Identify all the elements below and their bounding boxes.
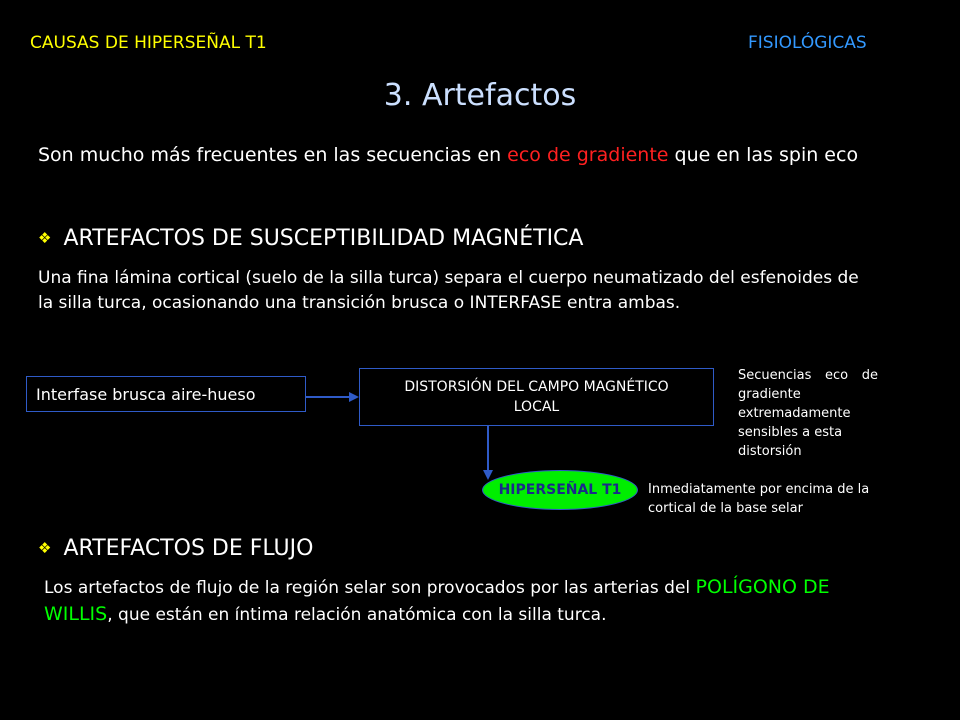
section2-line1-text: Los artefactos de flujo de la región selar son provocados por las arterias del bbox=[44, 578, 696, 598]
sequences-note-line4: sensibles a esta bbox=[738, 425, 843, 440]
distortion-box-line1: DISTORSIÓN DEL CAMPO MAGNÉTICO bbox=[404, 379, 669, 395]
interface-box-label: Interfase brusca aire-hueso bbox=[36, 384, 256, 404]
intro-text-after: que en las spin eco bbox=[668, 144, 859, 166]
location-note-line1: Inmediatamente por encima de la bbox=[648, 482, 870, 497]
location-note-line2: cortical de la base selar bbox=[648, 501, 803, 516]
section1-line2: la silla turca, ocasionando una transición brusca o INTERFASE entra ambas. bbox=[38, 293, 681, 313]
sequences-note bbox=[738, 366, 878, 461]
intro-highlight: eco de gradiente bbox=[507, 144, 669, 166]
distortion-box-line2: LOCAL bbox=[513, 399, 560, 415]
section2-heading bbox=[38, 536, 313, 561]
section2-heading-text: ARTEFACTOS DE FLUJO bbox=[63, 536, 314, 561]
section1-line1: Una fina lámina cortical (suelo de la silla turca) separa el cuerpo neumatizado del esfenoides de bbox=[38, 268, 859, 288]
section2-line2 bbox=[44, 601, 944, 628]
section2-paragraph bbox=[44, 574, 944, 628]
section2-line1-highlight: POLÍGONO DE bbox=[695, 576, 830, 598]
section2-line2-text: , que están en íntima relación anatómica con la silla turca. bbox=[107, 605, 607, 625]
intro-text-before: Son mucho más frecuentes en las secuencias en bbox=[38, 144, 508, 166]
sequences-note-line5: distorsión bbox=[738, 444, 802, 459]
location-note bbox=[648, 480, 908, 518]
hiperseñal-ellipse-label: HIPERSEÑAL T1 bbox=[498, 482, 622, 498]
section2-line1 bbox=[44, 574, 944, 601]
slide-title: 3. Artefactos bbox=[383, 78, 577, 113]
sequences-note-line3: extremadamente bbox=[738, 406, 851, 421]
section1-heading-text: ARTEFACTOS DE SUSCEPTIBILIDAD MAGNÉTICA bbox=[63, 226, 584, 251]
header-left-label: CAUSAS DE HIPERSEÑAL T1 bbox=[30, 33, 267, 53]
header-right-label: FISIOLÓGICAS bbox=[748, 33, 867, 53]
sequences-note-line2: gradiente bbox=[738, 387, 801, 402]
diamond-bullet-icon: ❖ bbox=[38, 539, 52, 557]
sequences-note-line1: Secuencias eco de bbox=[738, 368, 878, 383]
hiperseñal-ellipse bbox=[482, 470, 638, 510]
diamond-bullet-icon: ❖ bbox=[38, 229, 52, 247]
section2-line2-highlight: WILLIS bbox=[44, 603, 108, 625]
